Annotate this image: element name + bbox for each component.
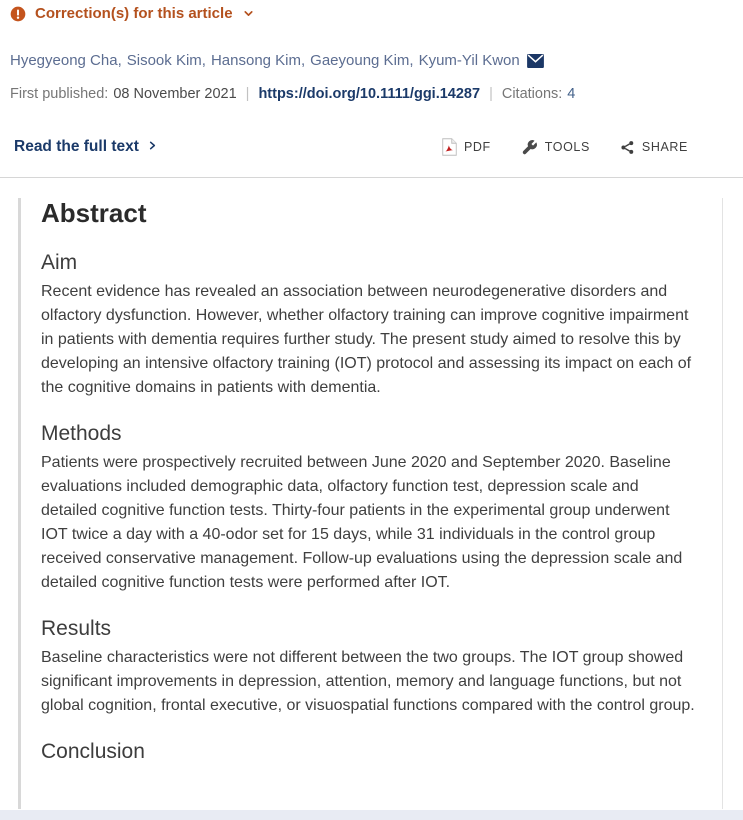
first-published-label: First published:	[10, 86, 109, 102]
author-link[interactable]: Sisook Kim	[126, 52, 202, 69]
correction-label: Correction(s) for this article	[35, 5, 233, 22]
article-header	[0, 5, 743, 156]
read-full-text-label: Read the full text	[14, 138, 139, 155]
tools-button-label: TOOLS	[544, 140, 590, 154]
alert-icon	[10, 6, 26, 22]
wrench-icon	[521, 139, 538, 156]
chevron-right-icon	[147, 138, 158, 156]
abstract-panel	[18, 198, 723, 809]
abstract-title: Abstract	[41, 198, 147, 228]
publication-info	[10, 86, 733, 102]
author-separator: ,	[117, 52, 122, 69]
share-icon	[620, 140, 635, 155]
section-heading: Methods	[41, 422, 122, 445]
pipe-divider: |	[489, 86, 493, 102]
actions-toolbar	[10, 138, 733, 156]
section-paragraph: Baseline characteristics were not different between the two groups. The IOT group showed significant improvements in depression, attention, memory and language functions, but not global cognition, frontal executive, or visuospatial functions compared with the control group.	[41, 649, 695, 714]
doi-link[interactable]: https://doi.org/10.1111/ggi.14287	[258, 86, 481, 102]
section-paragraph: Recent evidence has revealed an association between neurodegenerative disorders and olfactory dysfunction. However, whether olfactory training can improve cognitive impairment in patients with dementia requires further study. The present study aimed to resolve this by developing an intensive olfactory training (IOT) protocol and assessing its impact on each of the cognitive domains in patients with dementia.	[41, 283, 692, 396]
section-divider	[0, 177, 743, 178]
author-link[interactable]: Kyum-Yil Kwon	[418, 52, 520, 69]
tools-button[interactable]	[521, 139, 590, 156]
chevron-down-icon	[242, 7, 255, 20]
section-heading: Aim	[41, 251, 78, 274]
share-button[interactable]	[620, 140, 688, 155]
author-separator: ,	[301, 52, 306, 69]
pdf-button[interactable]	[442, 138, 491, 156]
abstract-section-aim	[41, 251, 698, 400]
read-full-text-link[interactable]	[14, 138, 158, 156]
pdf-button-label: PDF	[463, 140, 491, 154]
authors-list	[10, 52, 733, 69]
abstract-section-conclusion	[41, 740, 698, 764]
section-heading: Results	[41, 617, 112, 640]
publication-date: 08 November 2021	[113, 86, 237, 102]
correction-banner[interactable]	[10, 5, 733, 22]
author-link[interactable]: Hyegyeong Cha	[10, 52, 118, 69]
citations-count[interactable]: 4	[567, 86, 576, 102]
share-button-label: SHARE	[641, 140, 688, 154]
section-paragraph: Patients were prospectively recruited between June 2020 and September 2020. Baseline evaluations included demographic data, olfactory function test, depression scale and detailed cognitive function tests. Thirty-four patients in the experimental group underwent IOT twice a day with a 40-odor set for 15 days, while 31 individuals in the control group received conservative management. Follow-up evaluations using the depression scale and detailed cognitive function tests were performed after IOT.	[41, 454, 683, 591]
pdf-icon	[442, 138, 457, 156]
author-link[interactable]: Hansong Kim	[210, 52, 301, 69]
section-heading: Conclusion	[41, 740, 145, 763]
citations-label: Citations:	[501, 86, 563, 102]
abstract-section-results	[41, 617, 698, 718]
author-separator: ,	[201, 52, 206, 69]
author-separator: ,	[409, 52, 414, 69]
action-buttons	[442, 138, 688, 156]
abstract-section-methods	[41, 422, 698, 595]
pipe-divider: |	[245, 86, 250, 102]
email-icon[interactable]	[527, 54, 544, 68]
bottom-strip	[0, 810, 743, 820]
author-link[interactable]: Gaeyoung Kim	[310, 52, 410, 69]
